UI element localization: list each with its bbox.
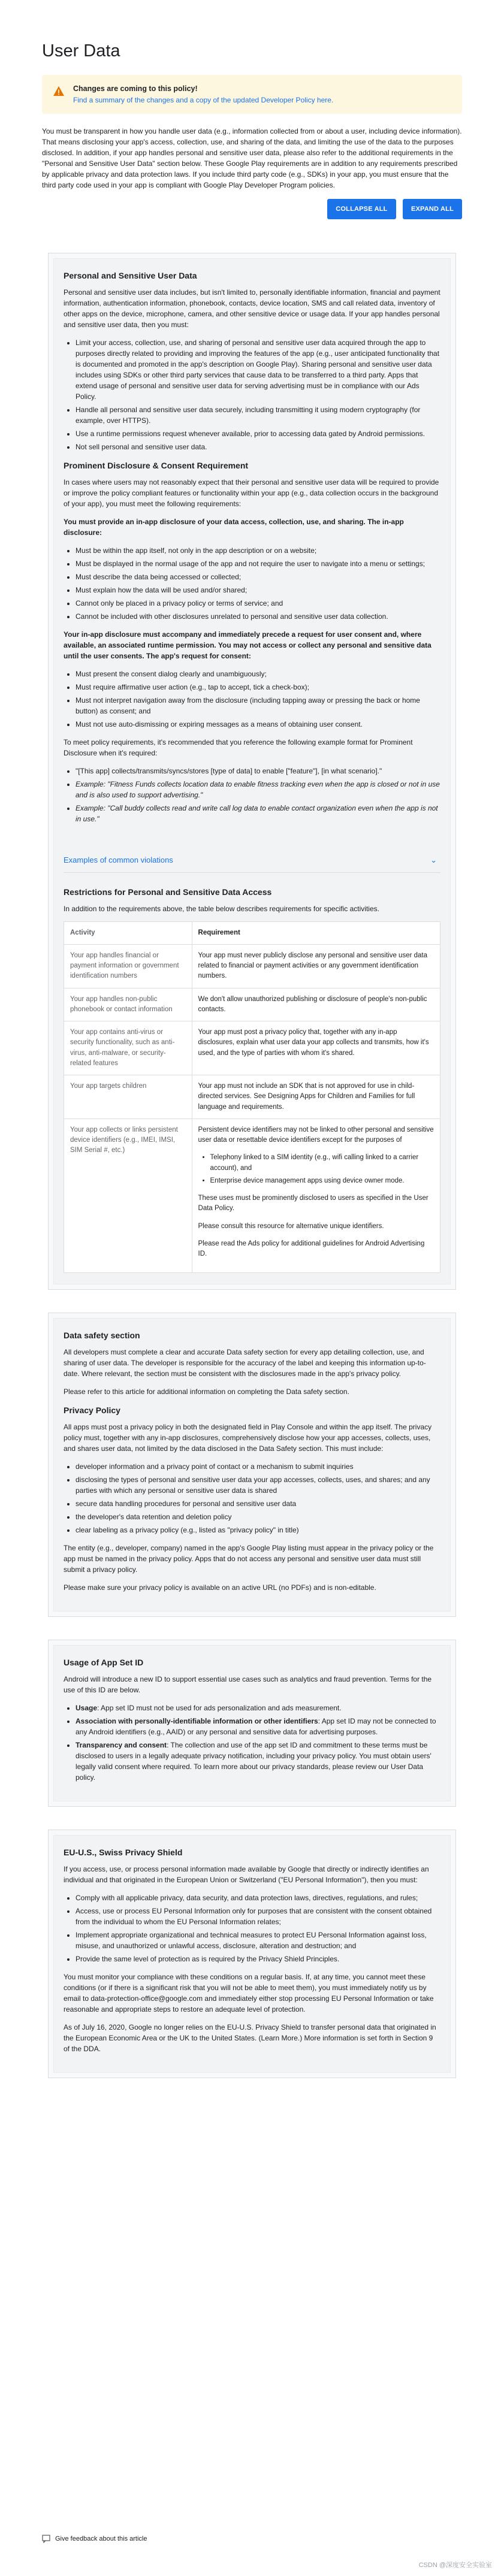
list-item: • developer information and a privacy point of contact or a mechanism to submit inquiries bbox=[76, 1461, 440, 1472]
expand-all-button[interactable]: EXPAND ALL bbox=[403, 199, 462, 220]
subsection-heading: Privacy Policy bbox=[64, 1405, 120, 1416]
list-item: • Must explain how the data will be used and/or shared; bbox=[76, 585, 440, 595]
list-item: • Cannot be included with other disclosures unrelated to personal and sensitive user data collection. bbox=[76, 611, 440, 622]
banner-heading: Changes are coming to this policy! bbox=[73, 84, 198, 93]
intro-paragraph: You must be transparent in how you handle user data (e.g., information collected from or about a user, including device information). That means disclosing your app's access, collection, use, and sharing of the data, and limiting the use of the data to the purposes disclosed. In addition, if your app handles personal and sensitive user data, please also refer to the additional requirements in the "Personal and Sensitive User Data" section below. These Google Play requirements are in addition to any requirements prescribed by applicable privacy and data protection laws. If you include third party code (e.g., SDKs) in your app, you must ensure that the third party code used in your app is compliant with Google Play Developer Program policies. bbox=[42, 126, 462, 189]
paragraph: All apps must post a privacy policy in both the designated field in Play Console and within the app itself. The privacy policy must, together with any in-app disclosures, comprehensively disclose how your app accesses, collects, uses, and shares user data, not limited by the data disclosed in the Data Safety section. This must include: bbox=[64, 1423, 432, 1453]
data-safety-section bbox=[48, 1313, 456, 1617]
paragraph: If you access, use, or process personal information made available by Google that directly or indirectly identifies an individual and that originated in the European Union or Switzerland ("EU Personal Information"), then you must: bbox=[64, 1865, 429, 1885]
paragraph: Android will introduce a new ID to support essential use cases such as analytics and fraud prevention. Terms for the use of this ID are below. bbox=[64, 1675, 432, 1695]
table-cell: Your app must not include an SDK that is not approved for use in child-directed services. See Designing Apps for Children and Families for full language and requirements. bbox=[192, 1075, 440, 1119]
feedback-link[interactable] bbox=[42, 2534, 147, 2544]
paragraph: In addition to the requirements above, the table below describes requirements for specific activities. bbox=[64, 904, 379, 913]
paragraph: Your in-app disclosure must accompany and immediately precede a request for user consent and, where available, an associated runtime permission. You may not access or collect any personal and sensitive data until the user consents. The app's request for consent: bbox=[64, 630, 431, 661]
list-item: • Comply with all applicable privacy, data security, and data protection laws, directives, regulations, and rules; bbox=[76, 1892, 440, 1903]
policy-change-banner bbox=[42, 75, 462, 114]
table-cell: Your app must post a privacy policy that, together with any in-app disclosures, explain what user data your app collects and transmits, how it's used, and the type of parties with whom it's shared. bbox=[192, 1021, 440, 1075]
privacy-shield-section bbox=[48, 1830, 456, 2078]
list-item: • Handle all personal and sensitive user data securely, including transmitting it using modern cryptography (for example, over HTTPS). bbox=[76, 404, 440, 426]
paragraph: These uses must be prominently disclosed to users as specified in the User Data Policy. bbox=[198, 1195, 428, 1213]
list-item: • Enterprise device management apps using device owner mode. bbox=[210, 1176, 434, 1186]
paragraph: All developers must complete a clear and accurate Data safety section for every app detailing collection, use, and sharing of user data. The developer is responsible for the accuracy of the label and keeping this information up-to-date. Where relevant, the section must be consistent with the disclosures made in the app's privacy policy. bbox=[64, 1348, 426, 1378]
list-item: • Example: "Fitness Funds collects location data to enable fitness tracking even when the app is closed or not in use and is also used to support advertising." bbox=[76, 779, 440, 800]
feedback-label: Give feedback about this article bbox=[55, 2535, 147, 2542]
list-item: • Not sell personal and sensitive user data. bbox=[76, 442, 440, 452]
list-item: • Must not use auto-dismissing or expiring messages as a means of obtaining user consent. bbox=[76, 719, 440, 730]
list-item: • Must require affirmative user action (e.g., tap to accept, tick a check-box); bbox=[76, 682, 440, 693]
list-item: • disclosing the types of personal and sensitive user data your app accesses, collects, uses, and shares; and any parties with which any personal or sensitive user data is shared bbox=[76, 1474, 440, 1496]
list-item: • Must be within the app itself, not only in the app description or on a website; bbox=[76, 545, 440, 556]
list-item: • "[This app] collects/transmits/syncs/stores [type of data] to enable ["feature"], [in what scenario]." bbox=[76, 766, 440, 776]
list-item: • Access, use or process EU Personal Information only for purposes that are consistent with the consent obtained from the individual to whom the EU Personal Information relates; bbox=[76, 1906, 440, 1927]
paragraph: The entity (e.g., developer, company) named in the app's Google Play listing must appear in the privacy policy or the app must be named in the privacy policy. Apps that do not access any personal and sensitive user data must still submit a privacy policy. bbox=[64, 1544, 434, 1574]
examples-expander[interactable] bbox=[64, 848, 440, 873]
list-item: • Must not interpret navigation away from the disclosure (including tapping away or pressing the back or home button) as consent; and bbox=[76, 695, 440, 716]
table-cell: Your app contains anti-virus or security functionality, such as anti-virus, anti-malware, or security-related features bbox=[64, 1021, 192, 1075]
section-heading: Personal and Sensitive User Data bbox=[64, 271, 197, 281]
list-item: • Must describe the data being accessed or collected; bbox=[76, 572, 440, 582]
paragraph: Persistent device identifiers may not be linked to other personal and sensitive user data or resettable device identifiers except for the purposes of bbox=[198, 1126, 434, 1144]
table-cell: Your app targets children bbox=[64, 1075, 192, 1119]
list-item: • clear labeling as a privacy policy (e.g., listed as "privacy policy" in title) bbox=[76, 1525, 440, 1535]
table-cell: We don't allow unauthorized publishing or disclosure of people's non-public contacts. bbox=[192, 988, 440, 1021]
list-item: • secure data handling procedures for personal and sensitive user data bbox=[76, 1498, 440, 1509]
table-row bbox=[64, 1118, 440, 1273]
collapse-all-button[interactable]: COLLAPSE ALL bbox=[327, 199, 396, 220]
list-item: • Example: "Call buddy collects read and write call log data to enable contact organization even when the app is not in use." bbox=[76, 803, 440, 824]
term: Association with personally-identifiable information or other identifiers bbox=[76, 1717, 318, 1726]
table-cell bbox=[192, 1118, 440, 1273]
list-item: • Provide the same level of protection as is required by the Privacy Shield Principles. bbox=[76, 1954, 440, 1964]
paragraph: You must monitor your compliance with these conditions on a regular basis. If, at any time, you cannot meet these conditions (or if there is a significant risk that you will not be able to meet them), you must immediately notify us by email to data-protection-office@google.com and immediately either stop processing EU Personal Information or take reasonable and appropriate steps to restore an adequate level of protection. bbox=[64, 1973, 434, 2014]
paragraph: In cases where users may not reasonably expect that their personal and sensitive user data will be required to provide or improve the policy compliant features or functionality within your app (e.g., data collection occurs in the background of your app), you must meet the following requirements: bbox=[64, 478, 439, 509]
subsection-heading: Restrictions for Personal and Sensitive Data Access bbox=[64, 887, 272, 897]
definition: : The collection and use of the app set ID and commitment to these terms must be disclosed to users in a legally adequate privacy notification, including your privacy policy. You must obtain users' legally valid consent where required. To learn more about our privacy standards, please review our User Data policy. bbox=[76, 1741, 431, 1782]
feedback-icon bbox=[42, 2535, 50, 2543]
paragraph: You must provide an in-app disclosure of your data access, collection, use, and sharing. The in-app disclosure: bbox=[64, 518, 404, 537]
section-heading: Data safety section bbox=[64, 1331, 140, 1341]
page-title: User Data bbox=[42, 41, 120, 61]
table-row bbox=[64, 944, 440, 988]
app-set-id-section bbox=[48, 1640, 456, 1807]
section-heading: Usage of App Set ID bbox=[64, 1658, 144, 1668]
paragraph: To meet policy requirements, it's recommended that you reference the following example format for Prominent Disclosure when it's required: bbox=[64, 738, 413, 758]
list-item: • Limit your access, collection, use, and sharing of personal and sensitive user data acquired through the app to purposes directly related to providing and improving the features of the app (e.g., user anticipated functionality that is documented and promoted in the app's description on Google Play). Sharing personal and sensitive user data includes using SDKs or other third party services that cause data to be transferred to a third party. Apps that extend usage of personal and sensitive user data for serving advertising must be in compliance with our Ads Policy. bbox=[76, 337, 440, 402]
table-row bbox=[64, 988, 440, 1021]
paragraph: Personal and sensitive user data includes, but isn't limited to, personally identifiable information, financial and payment information, authentication information, phonebook, contacts, device location, SMS and call related data, inventory of other apps on the device, microphone, camera, and other sensitive device or usage data. If your app handles personal and sensitive user data, then you must: bbox=[64, 288, 440, 329]
term: Usage bbox=[76, 1704, 98, 1713]
list-item: • Must be displayed in the normal usage of the app and not require the user to navigate into a menu or settings; bbox=[76, 558, 440, 569]
chevron-down-icon: ⌄ bbox=[430, 855, 437, 865]
table-cell: Your app handles financial or payment information or government identification numbers bbox=[64, 944, 192, 988]
paragraph: As of July 16, 2020, Google no longer relies on the EU-U.S. Privacy Shield to transfer personal data that originated in the European Economic Area or the UK to the United States. (Learn More.) More information is set forth in Section 9 of the DDA. bbox=[64, 2023, 436, 2054]
list-item: • Use a runtime permissions request whenever available, prior to accessing data gated by Android permissions. bbox=[76, 428, 440, 439]
list-item: • Telephony linked to a SIM identity (e.g., wifi calling linked to a carrier account), and bbox=[210, 1153, 434, 1174]
table-cell: Your app collects or links persistent device identifiers (e.g., IMEI, IMSI, SIM Serial #, etc.) bbox=[64, 1118, 192, 1273]
paragraph: Please make sure your privacy policy is available on an active URL (no PDFs) and is non-editable. bbox=[64, 1583, 376, 1592]
table-header: Requirement bbox=[192, 921, 440, 944]
paragraph: Please consult this resource for alternative unique identifiers. bbox=[198, 1222, 384, 1230]
list-item bbox=[76, 1703, 440, 1713]
table-row bbox=[64, 1075, 440, 1119]
warning-icon bbox=[53, 86, 65, 96]
paragraph: Please read the Ads policy for additional guidelines for Android Advertising ID. bbox=[198, 1239, 425, 1258]
paragraph: Please refer to this article for additional information on completing the Data safety section. bbox=[64, 1387, 349, 1396]
section-heading: EU-U.S., Swiss Privacy Shield bbox=[64, 1848, 183, 1858]
term: Transparency and consent bbox=[76, 1741, 167, 1750]
watermark: CSDN @深度安全实验室 bbox=[418, 2562, 492, 2569]
subsection-heading: Prominent Disclosure & Consent Requirement bbox=[64, 461, 249, 471]
table-cell: Your app must never publicly disclose any personal and sensitive user data related to financial or payment activities or any government identification numbers. bbox=[192, 944, 440, 988]
examples-label: Examples of common violations bbox=[64, 855, 173, 865]
restrictions-table bbox=[64, 921, 440, 1274]
list-item: • the developer's data retention and deletion policy bbox=[76, 1511, 440, 1522]
table-cell: Your app handles non-public phonebook or contact information bbox=[64, 988, 192, 1021]
personal-data-section bbox=[48, 253, 456, 1290]
list-item: • Must present the consent dialog clearly and unambiguously; bbox=[76, 669, 440, 679]
list-item: • Cannot only be placed in a privacy policy or terms of service; and bbox=[76, 598, 440, 609]
list-item bbox=[76, 1740, 440, 1783]
banner-link[interactable]: Find a summary of the changes and a copy of the updated Developer Policy here. bbox=[73, 95, 334, 104]
table-header: Activity bbox=[64, 921, 192, 944]
definition: : App set ID must not be used for ads personalization and ads measurement. bbox=[97, 1704, 342, 1713]
table-row bbox=[64, 1021, 440, 1075]
definition: : App set ID may not be connected to any Android identifiers (e.g., AAID) or any personal and sensitive data for advertising purposes. bbox=[76, 1717, 436, 1737]
list-item bbox=[76, 1716, 440, 1737]
list-item: • Implement appropriate organizational and technical measures to protect EU Personal Information against loss, misuse, and unauthorized or unlawful access, disclosure, alteration and destruction; and bbox=[76, 1930, 440, 1951]
